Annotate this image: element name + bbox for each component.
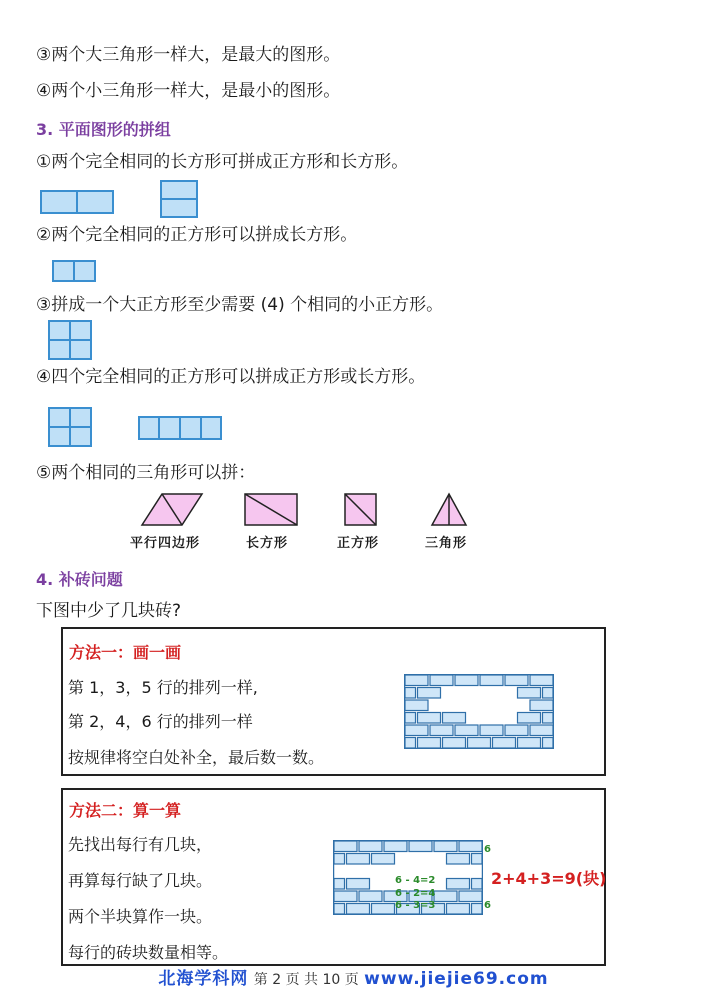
brick (459, 891, 482, 902)
brick (543, 713, 554, 724)
missing-brick (359, 866, 382, 877)
missing-brick (493, 688, 516, 699)
method-1-line-2: 第 2，4，6 行的排列一样 (68, 712, 253, 731)
missing-brick (455, 700, 478, 711)
square-figure (345, 494, 376, 525)
brick (405, 725, 428, 736)
brick (493, 738, 516, 749)
method-2-box (61, 788, 606, 966)
brick (530, 700, 553, 711)
equation-row-3: 6 - 2=4 (395, 888, 436, 899)
method-1-title: 方法一：画一画 (69, 643, 182, 662)
brick (443, 713, 466, 724)
missing-brick (480, 700, 503, 711)
brick (505, 725, 528, 736)
footer-page: 第 2 页 共 10 页 (253, 972, 359, 988)
equation-row-4: 6 - 3=3 (395, 900, 436, 911)
brick (359, 841, 382, 852)
brick (372, 854, 395, 865)
section-3-heading: 3. 平面图形的拼组 (36, 120, 171, 139)
brick (418, 738, 441, 749)
count-top: 6 (484, 844, 491, 855)
caption-rectangle: 长方形 (246, 536, 289, 551)
brick (384, 841, 407, 852)
missing-brick (468, 688, 491, 699)
brick (405, 700, 428, 711)
method-2-line-1: 先找出每行有几块， (68, 835, 213, 854)
section-4-heading: 4. 补砖问题 (36, 570, 123, 589)
brick-wall-1 (404, 674, 554, 749)
method-2-line-3: 两个半块算作一块。 (68, 907, 213, 926)
missing-brick (372, 879, 395, 890)
brick (434, 891, 457, 902)
brick (459, 841, 482, 852)
statement-1: ①两个完全相同的长方形可拼成正方形和长方形。 (36, 152, 409, 172)
count-bottom: 6 (484, 900, 491, 911)
brick (334, 904, 345, 915)
brick (434, 841, 457, 852)
brick (543, 738, 554, 749)
missing-brick (468, 713, 491, 724)
method-2-line-4: 每行的砖块数量相等。 (68, 943, 229, 962)
statement-2: ②两个完全相同的正方形可以拼成长方形。 (36, 225, 358, 245)
brick (430, 675, 453, 686)
missing-brick (430, 700, 453, 711)
brick (418, 713, 441, 724)
brick (447, 879, 470, 890)
missing-brick (505, 700, 528, 711)
missing-brick (422, 854, 445, 865)
brick (418, 688, 441, 699)
brick (472, 904, 483, 915)
result-equation: 2+4+3=9(块) (491, 869, 607, 888)
equation-row-2: 6 - 4=2 (395, 875, 436, 886)
missing-brick (459, 866, 482, 877)
brick (409, 841, 432, 852)
brick (405, 713, 416, 724)
brick (480, 725, 503, 736)
brick (430, 725, 453, 736)
brick (455, 725, 478, 736)
brick (405, 738, 416, 749)
statement-4: ④四个完全相同的正方形可以拼成正方形或长方形。 (36, 367, 426, 387)
line-small-triangles: ④两个小三角形一样大，是最小的图形。 (36, 81, 341, 101)
missing-brick (434, 866, 457, 877)
brick (347, 879, 370, 890)
footer-site: 北海学科网 (158, 969, 249, 989)
brick (543, 688, 554, 699)
method-1-line-3: 按规律将空白处补全，最后数一数。 (68, 748, 325, 767)
brick (405, 688, 416, 699)
brick (447, 854, 470, 865)
brick (334, 841, 357, 852)
brick (472, 879, 483, 890)
brick (518, 688, 541, 699)
missing-brick (334, 866, 357, 877)
parallelogram-figure (142, 494, 202, 525)
brick (468, 738, 491, 749)
caption-square: 正方形 (337, 536, 380, 551)
brick (372, 904, 395, 915)
method-2-title: 方法二：算一算 (69, 801, 182, 820)
brick (505, 675, 528, 686)
triangle-combinations (140, 492, 480, 528)
missing-brick (493, 713, 516, 724)
method-2-line-2: 再算每行缺了几块。 (68, 871, 213, 890)
brick (347, 854, 370, 865)
statement-5: ⑤两个相同的三角形可以拼： (36, 463, 256, 483)
missing-brick (443, 688, 466, 699)
line-big-triangles: ③两个大三角形一样大，是最大的图形。 (36, 45, 341, 65)
method-1-line-1: 第 1，3，5 行的排列一样, (68, 678, 258, 697)
brick (334, 891, 357, 902)
rectangle-figure (245, 494, 297, 525)
brick (480, 675, 503, 686)
brick (334, 854, 345, 865)
brick (443, 738, 466, 749)
method-1-box (61, 627, 606, 776)
brick (472, 854, 483, 865)
triangle-figure (432, 494, 466, 525)
brick (405, 675, 428, 686)
brick (518, 713, 541, 724)
caption-parallelogram: 平行四边形 (130, 536, 201, 551)
brick (455, 675, 478, 686)
brick (347, 904, 370, 915)
brick (530, 675, 553, 686)
question: 下图中少了几块砖? (36, 601, 182, 621)
brick (359, 891, 382, 902)
brick (530, 725, 553, 736)
brick (518, 738, 541, 749)
caption-triangle: 三角形 (425, 536, 468, 551)
missing-brick (397, 854, 420, 865)
page-footer (0, 964, 707, 989)
statement-3: ③拼成一个大正方形至少需要 (4) 个相同的小正方形。 (36, 295, 444, 315)
brick (447, 904, 470, 915)
footer-url[interactable]: www.jiejie69.com (364, 969, 549, 989)
brick (334, 879, 345, 890)
